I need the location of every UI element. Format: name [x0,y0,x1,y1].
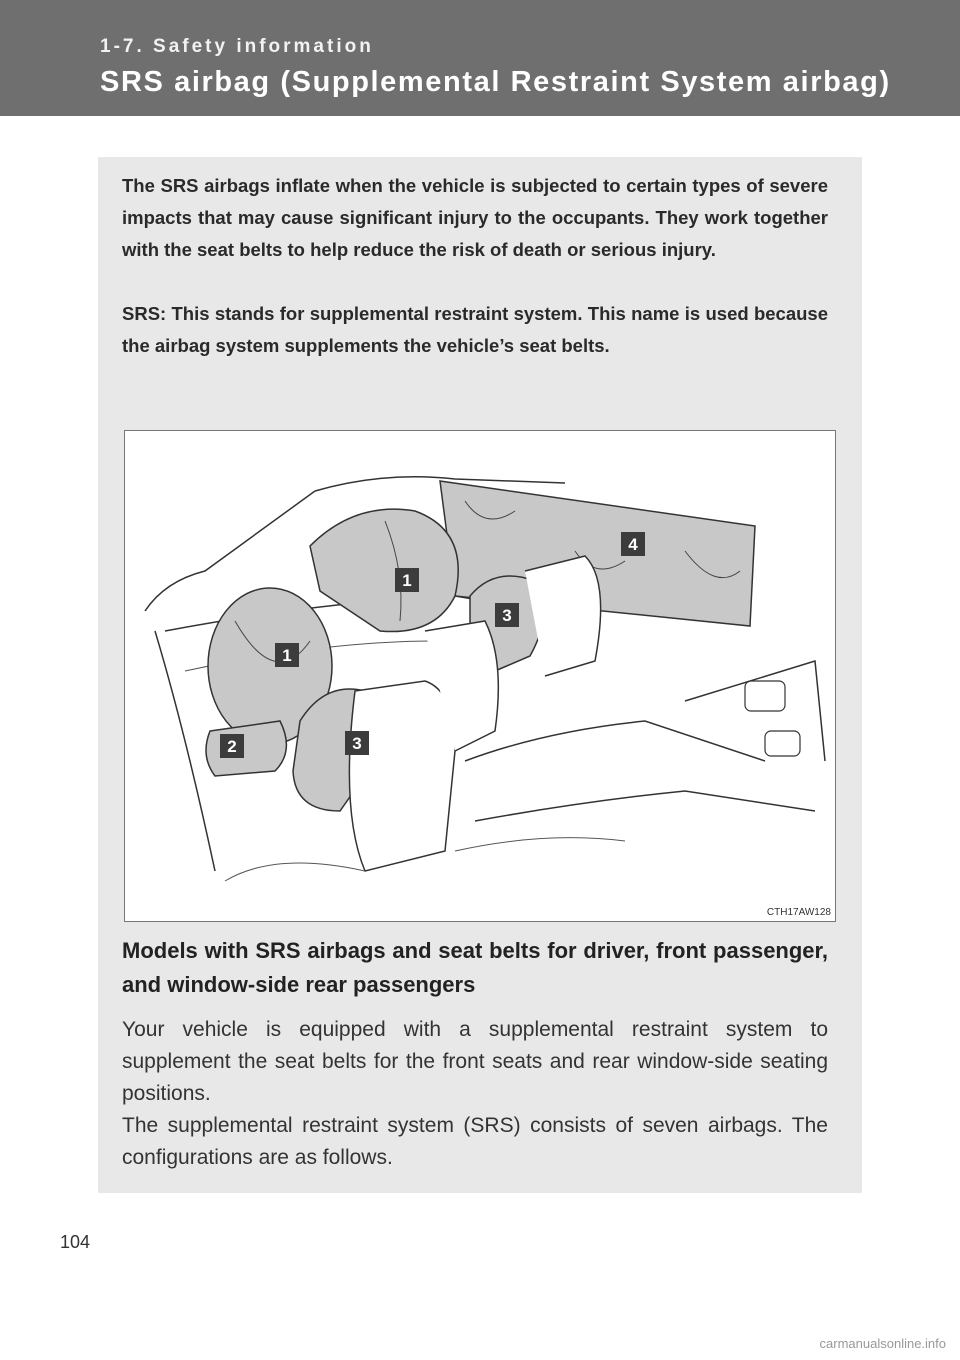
section-label: 1-7. Safety information [100,36,374,57]
airbag-illustration [124,430,836,922]
label-badge-text: 2 [227,737,237,756]
figure-code: CTH17AW128 [766,907,831,918]
footer-watermark: carmanualsonline.info [819,1336,946,1351]
vehicle-interior-drawing [125,431,835,921]
label-badge-4 [621,532,645,556]
label-badge-3-upper [495,603,519,627]
label-badge-text: 1 [402,571,412,590]
models-body-paragraph-2: The supplemental restraint system (SRS) consists of seven airbags. The configurations are as follows. [122,1114,828,1169]
page-number: 104 [60,1232,91,1252]
label-badge-text: 4 [628,535,638,554]
label-badge-text: 3 [502,606,512,625]
label-badge-3-lower [345,731,369,755]
label-badge-2 [220,734,244,758]
page-header [0,0,960,116]
srs-definition: SRS: This stands for supplemental restraint system. This name is used because the airbag system supplements the vehicle’s seat belts. [122,303,828,356]
label-badge-text: 3 [352,734,362,753]
intro-paragraph: The SRS airbags inflate when the vehicle is subjected to certain types of severe impacts that may cause significant injury to the occupants. They work together with the seat belts to help reduce the risk of death or serious injury. [122,175,828,260]
label-badge-1-upper [395,568,419,592]
label-badge-1-lower [275,643,299,667]
label-badge-text: 1 [282,646,292,665]
models-body-paragraph-1: Your vehicle is equipped with a supplemental restraint system to supplement the seat belts for the front seats and rear window-side seating positions. [122,1018,828,1105]
page-title: SRS airbag (Supplemental Restraint System airbag) [100,66,891,98]
models-heading: Models with SRS airbags and seat belts for driver, front passenger, and window-side rear passengers [122,938,828,997]
